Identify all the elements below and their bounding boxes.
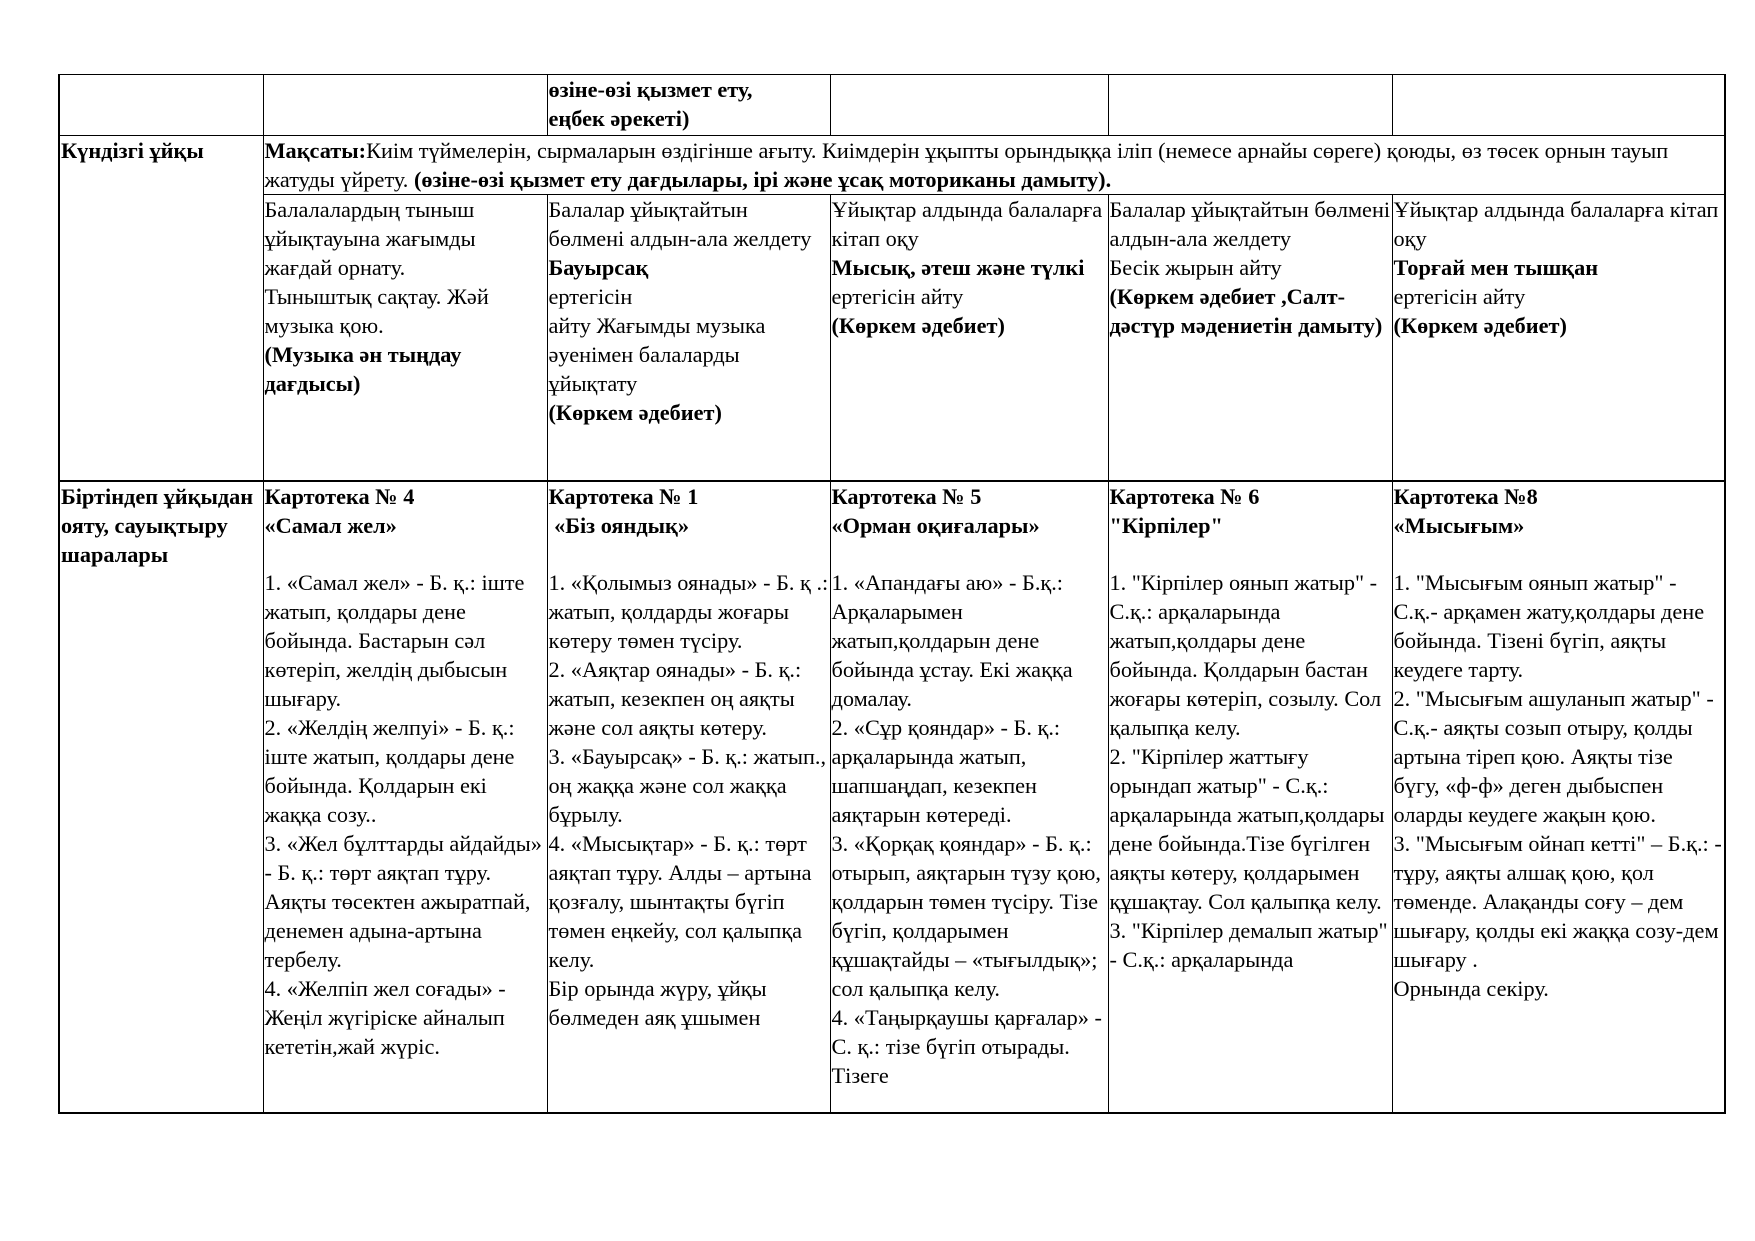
wake-up-day-2-title1: Картотека № 1 — [548, 483, 699, 509]
day-sleep-label: Күндізгі ұйқы — [59, 136, 263, 481]
day-sleep-day-3-text2: ертегісін айту — [831, 284, 964, 309]
wake-up-day-1-title1: Картотека № 4 — [264, 483, 415, 509]
wake-up-day-3-title1: Картотека № 5 — [831, 483, 982, 509]
wake-up-day-5-title1: Картотека №8 — [1393, 483, 1538, 509]
wake-up-label: Біртіндеп ұйқыдан ояту, сауықтыру шаралары — [59, 481, 263, 1113]
day-sleep-day-2-tale: Бауырсақ — [548, 255, 649, 280]
top-row-label-cell — [59, 75, 263, 136]
day-sleep-day-2-text2: ертегісін айту Жағымды музыка әуенімен балаларды ұйықтату — [548, 284, 766, 396]
goal-bold: (өзіне-өзі қызмет ету дағдылары, ірі және ұсақ моториканы дамыту). — [413, 167, 1112, 192]
wake-up-day-3-body: 1. «Апандағы аю» - Б.қ.: Арқаларымен жатып,қолдарын дене бойында ұстау. Екі жаққа домалау. 2. «Сұр қояндар» - Б. қ.: арқаларында жатып, шапшаңдап, кезекпен аяқтарын көтереді. 3. «Қорқақ қояндар» - Б. қ.: отырып, аяқтарын түзу қою, қолдарын төмен түсіру. Тізе бүгіп, қолдарымен құшақтайды – «тығылдық»; сол қалыпқа келу. 4. «Таңырқаушы қарғалар» - С. қ.: тізе бүгіп отырады. Тізеге — [831, 569, 1102, 1088]
schedule-table-wrapper — [58, 74, 1724, 1114]
top-row-cell-2 — [547, 75, 830, 136]
day-sleep-day-5-bold2: (Көркем әдебиет) — [1393, 313, 1567, 338]
day-sleep-day-4-bold: (Көркем әдебиет ,Салт-дәстүр мәдениетін дамыту) — [1109, 284, 1383, 338]
day-sleep-day-4-text: Балалар ұйықтайтын бөлмені алдын-ала желдету Бесік жырын айту — [1109, 197, 1391, 280]
day-sleep-day-1-bold: (Музыка ән тыңдау дағдысы) — [264, 342, 462, 396]
top-row-cell-4 — [1108, 75, 1392, 136]
wake-up-day-4 — [1108, 481, 1392, 1113]
top-continuation-row — [59, 75, 1725, 136]
day-sleep-day-1-text: Балалалардың тыныш ұйықтауына жағымды жағдай орнату. Тыныштық сақтау. Жәй музыка қою. — [264, 197, 489, 338]
day-sleep-day-3-text: Ұйықтар алдында балаларға кітап оқу — [831, 197, 1103, 251]
schedule-table — [58, 74, 1726, 1114]
day-sleep-day-2-bold2: (Көркем әдебиет) — [548, 400, 722, 425]
goal-label: Мақсаты: — [264, 138, 367, 163]
day-sleep-day-1 — [263, 195, 547, 481]
wake-up-day-2 — [547, 481, 830, 1113]
day-sleep-day-3-bold2: (Көркем әдебиет) — [831, 313, 1005, 338]
wake-up-day-5-title2: «Мысығым» — [1393, 512, 1525, 538]
wake-up-day-1-body: 1. «Самал жел» - Б. қ.: іште жатып, қолдары дене бойында. Бастарын сәл көтеріп, желдің дыбысын шығару. 2. «Желдің желпуі» - Б. қ.: іште жатып, қолдары дене бойында. Қолдарын екі жаққа созу.. 3. «Жел бұлттарды айдайды» - Б. қ.: төрт аяқтап тұру. Аяқты төсектен ажыратпай, денемен адына-артына тербелу. 4. «Желпіп жел соғады» - Жеңіл жүгіріске айналып кететін,жай жүріс. — [264, 569, 542, 1059]
top-row-cell-1 — [263, 75, 547, 136]
wake-up-day-4-title1: Картотека № 6 — [1109, 483, 1260, 509]
wake-up-day-2-body: 1. «Қолымыз оянады» - Б. қ .: жатып, қолдарды жоғары көтеру төмен түсіру. 2. «Аяқтар оянады» - Б. қ.: жатып, кезекпен оң аяқты және сол аяқты көтеру. 3. «Бауырсақ» - Б. қ.: жатып., оң жаққа және сол жаққа бұрылу. 4. «Мысықтар» - Б. қ.: төрт аяқтап тұру. Алды – артына қозғалу, шынтақты бүгіп төмен еңкейу, сол қалыпқа келу. Бір орында жүру, ұйқы бөлмеден аяқ ұшымен — [548, 569, 829, 1030]
wake-up-day-1-title2: «Самал жел» — [264, 512, 397, 538]
wake-up-day-4-title2: "Кірпілер" — [1109, 512, 1223, 538]
day-sleep-day-5-text: Ұйықтар алдында балаларға кітап оқу — [1393, 197, 1719, 251]
wake-up-day-2-title2: «Біз ояндық» — [548, 512, 690, 538]
day-sleep-day-4 — [1108, 195, 1392, 481]
wake-up-day-5 — [1392, 481, 1725, 1113]
wake-up-day-5-body: 1. "Мысығым оянып жатыр" - С.қ.- арқамен жату,қолдары дене бойында. Тізені бүгіп, аяқты кеудеге тарту. 2. "Мысығым ашуланып жатыр" - С.қ.- аяқты созып отыру, қолды артына тіреп қою. Аяқты тізе бүгу, «ф-ф» деген дыбыспен оларды кеудеге жақын қою. 3. "Мысығым ойнап кетті" – Б.қ.: - тұру, аяқты алшақ қою, қол төменде. Алақанды соғу – дем шығару, қолды екі жаққа созу-дем шығару . Орнында секіру. — [1393, 569, 1722, 1001]
wake-up-row — [59, 481, 1725, 1113]
day-sleep-goal-row — [59, 136, 1725, 195]
top-row-cell-5 — [1392, 75, 1725, 136]
day-sleep-goal-cell — [263, 136, 1725, 195]
day-sleep-day-3 — [830, 195, 1108, 481]
day-sleep-day-2 — [547, 195, 830, 481]
top-row-text-line1: өзіне-өзі қызмет ету, — [548, 77, 753, 102]
day-sleep-day-5-tale: Торғай мен тышқан — [1393, 255, 1599, 280]
wake-up-day-3 — [830, 481, 1108, 1113]
top-row-text-line2: еңбек әрекеті) — [548, 106, 690, 131]
day-sleep-day-5-text2: ертегісін айту — [1393, 284, 1526, 309]
goal-text: Киім түймелерін, сырмаларын өздігінше ағыту. Киімдерін ұқыпты орындыққа іліп (немесе арнайы сөреге) қоюды, өз төсек орнын тауып жатуды үйрету. — [264, 138, 1669, 192]
day-sleep-activities-row — [59, 195, 1725, 481]
day-sleep-day-2-text: Балалар ұйықтайтын бөлмені алдын-ала желдету — [548, 197, 812, 251]
day-sleep-day-3-tale: Мысық, әтеш және түлкі — [831, 255, 1085, 280]
top-row-cell-3 — [830, 75, 1108, 136]
wake-up-day-4-body: 1. "Кірпілер оянып жатыр" - С.қ.: арқаларында жатып,қолдары дене бойында. Қолдарын бастан жоғары көтеріп, созылу. Сол қалыпқа келу. 2. "Кірпілер жаттығу орындап жатыр" - С.қ.: арқаларында жатып,қолдары дене бойында.Тізе бүгілген аяқты көтеру, қолдарымен құшақтау. Сол қалыпқа келу. 3. "Кірпілер демалып жатыр" - С.қ.: арқаларында — [1109, 569, 1388, 972]
day-sleep-day-5 — [1392, 195, 1725, 481]
wake-up-day-3-title2: «Орман оқиғалары» — [831, 512, 1040, 538]
wake-up-day-1 — [263, 481, 547, 1113]
